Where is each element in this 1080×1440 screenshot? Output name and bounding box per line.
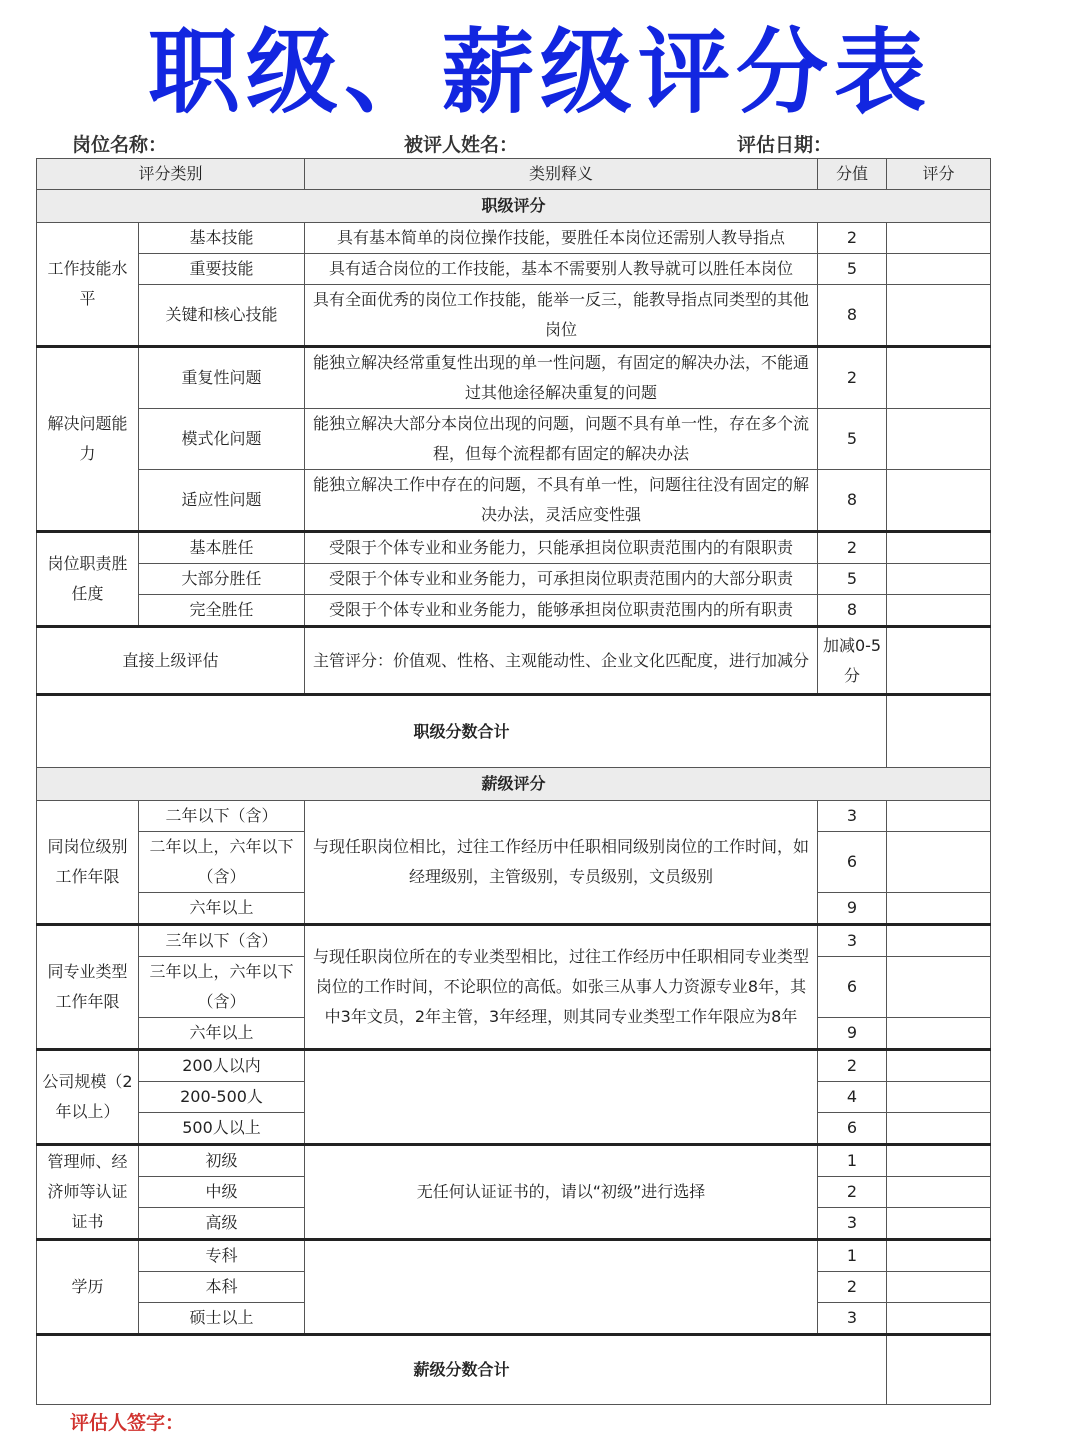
category-cell: 同专业类型工作年限 xyxy=(37,925,139,1050)
score-input-cell[interactable] xyxy=(887,1177,991,1208)
level-cell: 专科 xyxy=(139,1240,305,1272)
category-cell: 同岗位级别工作年限 xyxy=(37,801,139,925)
page-title: 职级、薪级评分表 xyxy=(147,19,932,126)
category-cell: 学历 xyxy=(37,1240,139,1335)
score-input-cell[interactable] xyxy=(887,223,991,254)
evaluator-signature-label: 评估人签字： xyxy=(70,1412,185,1434)
definition-cell: 无任何认证证书的，请以“初级”进行选择 xyxy=(305,1145,818,1240)
score-input-cell[interactable] xyxy=(887,1272,991,1303)
supervisor-definition: 主管评分：价值观、性格、主观能动性、企业文化匹配度，进行加减分 xyxy=(305,627,818,695)
level-cell: 中级 xyxy=(139,1177,305,1208)
points-cell: 9 xyxy=(818,893,887,925)
level-cell: 适应性问题 xyxy=(139,470,305,532)
score-input-cell[interactable] xyxy=(887,595,991,627)
level-cell: 完全胜任 xyxy=(139,595,305,627)
points-cell: 5 xyxy=(818,564,887,595)
score-input-cell[interactable] xyxy=(887,470,991,532)
definition-cell: 与现任职岗位所在的专业类型相比，过往工作经历中任职相同专业类型岗位的工作时间，不论职位的高低。如张三从事人力资源专业8年，其中3年文员，2年主管，3年经理，则其同专业类型工作年限应为8年 xyxy=(305,925,818,1050)
points-cell: 2 xyxy=(818,223,887,254)
definition-cell: 具有适合岗位的工作技能，基本不需要别人教导就可以胜任本岗位 xyxy=(305,254,818,285)
points-cell: 2 xyxy=(818,532,887,564)
definition-cell: 具有全面优秀的岗位工作技能，能举一反三，能教导指点同类型的其他岗位 xyxy=(305,285,818,347)
definition-cell: 受限于个体专业和业务能力，能够承担岗位职责范围内的所有职责 xyxy=(305,595,818,627)
level-cell: 三年以下（含） xyxy=(139,925,305,957)
points-cell: 8 xyxy=(818,285,887,347)
points-cell: 2 xyxy=(818,1272,887,1303)
points-cell: 5 xyxy=(818,409,887,470)
salary-total-input[interactable] xyxy=(887,1335,991,1405)
points-cell: 8 xyxy=(818,470,887,532)
score-input-cell[interactable] xyxy=(887,801,991,832)
score-input-cell[interactable] xyxy=(887,957,991,1018)
level-cell: 三年以上，六年以下（含） xyxy=(139,957,305,1018)
category-cell: 岗位职责胜任度 xyxy=(37,532,139,627)
header-points: 分值 xyxy=(818,159,887,190)
level-cell: 二年以上，六年以下（含） xyxy=(139,832,305,893)
header-score: 评分 xyxy=(887,159,991,190)
level-cell: 500人以上 xyxy=(139,1113,305,1145)
definition-cell xyxy=(305,1240,818,1335)
category-cell: 解决问题能力 xyxy=(37,347,139,532)
evaluatee-name-label: 被评人姓名： xyxy=(404,134,519,156)
score-input-cell[interactable] xyxy=(887,627,991,695)
score-input-cell[interactable] xyxy=(887,285,991,347)
rank-total-input[interactable] xyxy=(887,695,991,768)
scoring-table xyxy=(36,158,991,1405)
definition-cell xyxy=(305,1050,818,1145)
score-input-cell[interactable] xyxy=(887,1018,991,1050)
rank-total-label: 职级分数合计 xyxy=(37,695,887,768)
definition-cell: 具有基本简单的岗位操作技能，要胜任本岗位还需别人教导指点 xyxy=(305,223,818,254)
points-cell: 6 xyxy=(818,957,887,1018)
category-cell: 管理师、经济师等认证证书 xyxy=(37,1145,139,1240)
points-cell: 3 xyxy=(818,925,887,957)
level-cell: 本科 xyxy=(139,1272,305,1303)
score-input-cell[interactable] xyxy=(887,564,991,595)
definition-cell: 受限于个体专业和业务能力，只能承担岗位职责范围内的有限职责 xyxy=(305,532,818,564)
score-input-cell[interactable] xyxy=(887,1050,991,1082)
score-input-cell[interactable] xyxy=(887,1208,991,1240)
score-input-cell[interactable] xyxy=(887,409,991,470)
points-cell: 6 xyxy=(818,1113,887,1145)
level-cell: 高级 xyxy=(139,1208,305,1240)
points-cell: 3 xyxy=(818,1208,887,1240)
points-cell: 2 xyxy=(818,347,887,409)
score-input-cell[interactable] xyxy=(887,1303,991,1335)
definition-cell: 能独立解决经常重复性出现的单一性问题，有固定的解决办法，不能通过其他途径解决重复的问题 xyxy=(305,347,818,409)
score-input-cell[interactable] xyxy=(887,347,991,409)
definition-cell: 能独立解决大部分本岗位出现的问题，问题不具有单一性，存在多个流程，但每个流程都有固定的解决办法 xyxy=(305,409,818,470)
category-cell: 工作技能水平 xyxy=(37,223,139,347)
level-cell: 二年以下（含） xyxy=(139,801,305,832)
points-cell: 4 xyxy=(818,1082,887,1113)
level-cell: 六年以上 xyxy=(139,1018,305,1050)
score-input-cell[interactable] xyxy=(887,1082,991,1113)
definition-cell: 能独立解决工作中存在的问题，不具有单一性，问题往往没有固定的解决办法，灵活应变性强 xyxy=(305,470,818,532)
points-cell: 9 xyxy=(818,1018,887,1050)
score-input-cell[interactable] xyxy=(887,1145,991,1177)
level-cell: 基本胜任 xyxy=(139,532,305,564)
salary-total-label: 薪级分数合计 xyxy=(37,1335,887,1405)
level-cell: 硕士以上 xyxy=(139,1303,305,1335)
level-cell: 六年以上 xyxy=(139,893,305,925)
header-category: 评分类别 xyxy=(37,159,305,190)
definition-cell: 受限于个体专业和业务能力，可承担岗位职责范围内的大部分职责 xyxy=(305,564,818,595)
points-cell: 2 xyxy=(818,1177,887,1208)
points-cell: 2 xyxy=(818,1050,887,1082)
supervisor-category: 直接上级评估 xyxy=(37,627,305,695)
definition-cell: 与现任职岗位相比，过往工作经历中任职相同级别岗位的工作时间，如经理级别，主管级别，专员级别，文员级别 xyxy=(305,801,818,925)
points-cell: 3 xyxy=(818,1303,887,1335)
score-input-cell[interactable] xyxy=(887,1113,991,1145)
points-cell: 6 xyxy=(818,832,887,893)
category-cell: 公司规模（2年以上） xyxy=(37,1050,139,1145)
score-input-cell[interactable] xyxy=(887,1240,991,1272)
level-cell: 模式化问题 xyxy=(139,409,305,470)
points-cell: 1 xyxy=(818,1145,887,1177)
score-input-cell[interactable] xyxy=(887,925,991,957)
rank-section-title: 职级评分 xyxy=(37,190,991,223)
level-cell: 重复性问题 xyxy=(139,347,305,409)
salary-section-title: 薪级评分 xyxy=(37,768,991,801)
points-cell: 5 xyxy=(818,254,887,285)
score-input-cell[interactable] xyxy=(887,832,991,893)
points-cell: 8 xyxy=(818,595,887,627)
level-cell: 200人以内 xyxy=(139,1050,305,1082)
level-cell: 基本技能 xyxy=(139,223,305,254)
level-cell: 初级 xyxy=(139,1145,305,1177)
position-name-label: 岗位名称： xyxy=(72,134,168,156)
level-cell: 关键和核心技能 xyxy=(139,285,305,347)
header-definition: 类别释义 xyxy=(305,159,818,190)
score-input-cell[interactable] xyxy=(887,532,991,564)
level-cell: 200-500人 xyxy=(139,1082,305,1113)
level-cell: 大部分胜任 xyxy=(139,564,305,595)
score-input-cell[interactable] xyxy=(887,254,991,285)
evaluation-date-label: 评估日期： xyxy=(737,134,833,156)
level-cell: 重要技能 xyxy=(139,254,305,285)
points-cell: 1 xyxy=(818,1240,887,1272)
score-input-cell[interactable] xyxy=(887,893,991,925)
points-cell: 3 xyxy=(818,801,887,832)
supervisor-points: 加减0-5分 xyxy=(818,627,887,695)
